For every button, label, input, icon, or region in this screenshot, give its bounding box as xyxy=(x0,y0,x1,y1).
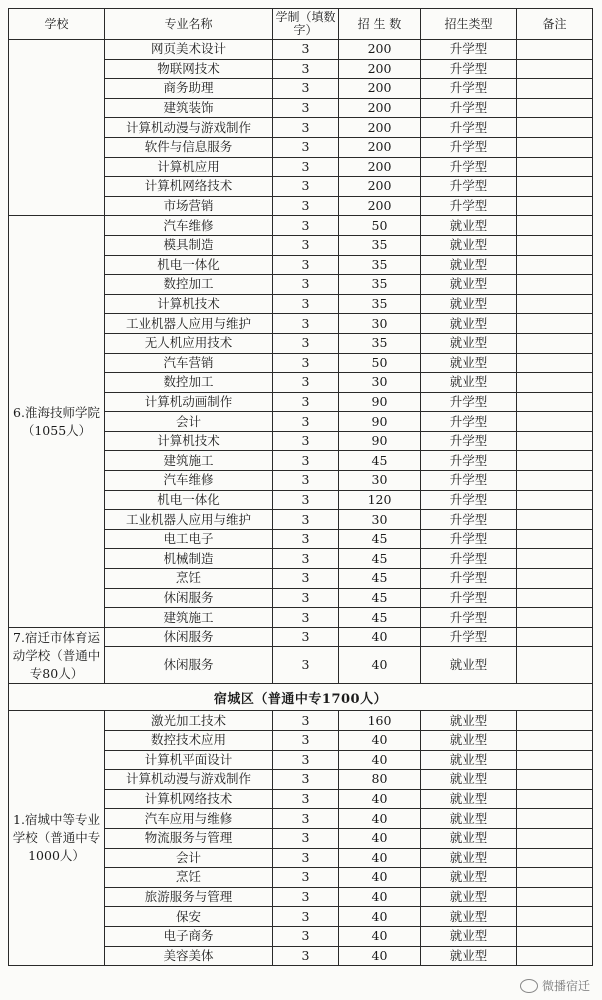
notes-cell xyxy=(517,333,593,353)
type-cell: 就业型 xyxy=(421,946,517,966)
type-cell: 就业型 xyxy=(421,926,517,946)
type-cell: 升学型 xyxy=(421,588,517,608)
duration-cell: 3 xyxy=(273,392,339,412)
enrollment-cell: 40 xyxy=(339,627,421,647)
notes-cell xyxy=(517,314,593,334)
major-cell: 汽车营销 xyxy=(105,353,273,373)
major-cell: 物流服务与管理 xyxy=(105,828,273,848)
notes-cell xyxy=(517,431,593,451)
enrollment-cell: 200 xyxy=(339,177,421,197)
duration-cell: 3 xyxy=(273,333,339,353)
duration-cell: 3 xyxy=(273,235,339,255)
duration-cell: 3 xyxy=(273,294,339,314)
district-title: 宿城区（普通中专1700人） xyxy=(9,684,593,711)
type-cell: 升学型 xyxy=(421,157,517,177)
notes-cell xyxy=(517,98,593,118)
duration-cell: 3 xyxy=(273,770,339,790)
major-cell: 休闲服务 xyxy=(105,588,273,608)
duration-cell: 3 xyxy=(273,353,339,373)
notes-cell xyxy=(517,549,593,569)
header-row xyxy=(9,9,593,40)
watermark xyxy=(520,977,590,994)
notes-cell xyxy=(517,392,593,412)
notes-cell xyxy=(517,216,593,236)
notes-cell xyxy=(517,770,593,790)
notes-cell xyxy=(517,627,593,647)
enrollment-cell: 45 xyxy=(339,608,421,628)
type-cell: 升学型 xyxy=(421,177,517,197)
type-cell: 升学型 xyxy=(421,451,517,471)
enrollment-cell: 45 xyxy=(339,549,421,569)
major-cell: 会计 xyxy=(105,412,273,432)
enrollment-cell: 200 xyxy=(339,157,421,177)
table-row xyxy=(9,627,593,647)
notes-cell xyxy=(517,255,593,275)
enrollment-cell: 40 xyxy=(339,868,421,888)
duration-cell: 3 xyxy=(273,731,339,751)
enrollment-cell: 40 xyxy=(339,809,421,829)
type-cell: 就业型 xyxy=(421,809,517,829)
notes-cell xyxy=(517,711,593,731)
type-cell: 升学型 xyxy=(421,196,517,216)
type-cell: 就业型 xyxy=(421,235,517,255)
type-cell: 升学型 xyxy=(421,569,517,589)
notes-cell xyxy=(517,275,593,295)
enrollment-cell: 90 xyxy=(339,392,421,412)
school-cell xyxy=(9,40,105,216)
duration-cell: 3 xyxy=(273,588,339,608)
duration-cell: 3 xyxy=(273,828,339,848)
duration-cell: 3 xyxy=(273,868,339,888)
duration-cell: 3 xyxy=(273,196,339,216)
major-cell: 计算机技术 xyxy=(105,431,273,451)
major-cell: 工业机器人应用与维护 xyxy=(105,314,273,334)
major-cell: 计算机网络技术 xyxy=(105,789,273,809)
duration-cell: 3 xyxy=(273,59,339,79)
type-cell: 升学型 xyxy=(421,412,517,432)
duration-cell: 3 xyxy=(273,137,339,157)
major-cell: 无人机应用技术 xyxy=(105,333,273,353)
enrollment-cell: 40 xyxy=(339,848,421,868)
enrollment-cell: 40 xyxy=(339,828,421,848)
notes-cell xyxy=(517,412,593,432)
table-row xyxy=(9,711,593,731)
notes-cell xyxy=(517,828,593,848)
major-cell: 计算机平面设计 xyxy=(105,750,273,770)
notes-cell xyxy=(517,731,593,751)
type-cell: 升学型 xyxy=(421,471,517,491)
type-cell: 升学型 xyxy=(421,608,517,628)
duration-cell: 3 xyxy=(273,549,339,569)
major-cell: 数控技术应用 xyxy=(105,731,273,751)
duration-cell: 3 xyxy=(273,431,339,451)
enrollment-cell: 200 xyxy=(339,196,421,216)
type-cell: 升学型 xyxy=(421,137,517,157)
notes-cell xyxy=(517,569,593,589)
duration-cell: 3 xyxy=(273,412,339,432)
major-cell: 电子商务 xyxy=(105,926,273,946)
major-cell: 计算机应用 xyxy=(105,157,273,177)
type-cell: 升学型 xyxy=(421,79,517,99)
enrollment-cell: 45 xyxy=(339,529,421,549)
duration-cell: 3 xyxy=(273,98,339,118)
major-cell: 汽车应用与维修 xyxy=(105,809,273,829)
duration-cell: 3 xyxy=(273,275,339,295)
major-cell: 建筑施工 xyxy=(105,451,273,471)
school-cell: 6.淮海技师学院（1055人） xyxy=(9,216,105,627)
duration-cell: 3 xyxy=(273,848,339,868)
enrollment-cell: 40 xyxy=(339,647,421,684)
major-cell: 软件与信息服务 xyxy=(105,137,273,157)
major-cell: 网页美术设计 xyxy=(105,40,273,60)
duration-cell: 3 xyxy=(273,647,339,684)
type-cell: 就业型 xyxy=(421,275,517,295)
type-cell: 升学型 xyxy=(421,549,517,569)
major-cell: 烹饪 xyxy=(105,868,273,888)
notes-cell xyxy=(517,946,593,966)
major-cell: 计算机动画制作 xyxy=(105,392,273,412)
major-cell: 电工电子 xyxy=(105,529,273,549)
enrollment-cell: 200 xyxy=(339,79,421,99)
duration-cell: 3 xyxy=(273,79,339,99)
major-cell: 建筑装饰 xyxy=(105,98,273,118)
enrollment-cell: 90 xyxy=(339,431,421,451)
duration-cell: 3 xyxy=(273,789,339,809)
enrollment-cell: 35 xyxy=(339,255,421,275)
major-cell: 汽车维修 xyxy=(105,471,273,491)
enrollment-cell: 45 xyxy=(339,588,421,608)
major-cell: 会计 xyxy=(105,848,273,868)
notes-cell xyxy=(517,907,593,927)
duration-cell: 3 xyxy=(273,750,339,770)
type-cell: 就业型 xyxy=(421,373,517,393)
major-cell: 旅游服务与管理 xyxy=(105,887,273,907)
major-cell: 美容美体 xyxy=(105,946,273,966)
major-cell: 计算机网络技术 xyxy=(105,177,273,197)
duration-cell: 3 xyxy=(273,946,339,966)
major-cell: 计算机动漫与游戏制作 xyxy=(105,770,273,790)
notes-cell xyxy=(517,588,593,608)
enrollment-cell: 90 xyxy=(339,412,421,432)
enrollment-cell: 40 xyxy=(339,907,421,927)
enrollment-cell: 40 xyxy=(339,789,421,809)
enrollment-cell: 160 xyxy=(339,711,421,731)
enrollment-cell: 35 xyxy=(339,235,421,255)
duration-cell: 3 xyxy=(273,314,339,334)
duration-cell: 3 xyxy=(273,926,339,946)
type-cell: 就业型 xyxy=(421,750,517,770)
major-cell: 商务助理 xyxy=(105,79,273,99)
duration-cell: 3 xyxy=(273,887,339,907)
type-cell: 升学型 xyxy=(421,118,517,138)
type-cell: 就业型 xyxy=(421,789,517,809)
notes-cell xyxy=(517,926,593,946)
enrollment-cell: 30 xyxy=(339,510,421,530)
major-cell: 模具制造 xyxy=(105,235,273,255)
major-cell: 物联网技术 xyxy=(105,59,273,79)
duration-cell: 3 xyxy=(273,471,339,491)
header-type: 招生类型 xyxy=(421,9,517,40)
type-cell: 升学型 xyxy=(421,40,517,60)
major-cell: 工业机器人应用与维护 xyxy=(105,510,273,530)
major-cell: 机电一体化 xyxy=(105,490,273,510)
enrollment-cell: 30 xyxy=(339,471,421,491)
enrollment-cell: 45 xyxy=(339,451,421,471)
header-enrollment: 招 生 数 xyxy=(339,9,421,40)
type-cell: 就业型 xyxy=(421,314,517,334)
duration-cell: 3 xyxy=(273,216,339,236)
enrollment-cell: 40 xyxy=(339,946,421,966)
enrollment-cell: 200 xyxy=(339,118,421,138)
major-cell: 激光加工技术 xyxy=(105,711,273,731)
type-cell: 就业型 xyxy=(421,353,517,373)
notes-cell xyxy=(517,40,593,60)
duration-cell: 3 xyxy=(273,907,339,927)
duration-cell: 3 xyxy=(273,451,339,471)
enrollment-cell: 40 xyxy=(339,926,421,946)
enrollment-cell: 200 xyxy=(339,137,421,157)
notes-cell xyxy=(517,353,593,373)
notes-cell xyxy=(517,809,593,829)
enrollment-cell: 200 xyxy=(339,40,421,60)
notes-cell xyxy=(517,157,593,177)
notes-cell xyxy=(517,868,593,888)
duration-cell: 3 xyxy=(273,627,339,647)
major-cell: 汽车维修 xyxy=(105,216,273,236)
header-notes: 备注 xyxy=(517,9,593,40)
major-cell: 建筑施工 xyxy=(105,608,273,628)
duration-cell: 3 xyxy=(273,490,339,510)
enrollment-cell: 30 xyxy=(339,314,421,334)
enrollment-cell: 35 xyxy=(339,333,421,353)
type-cell: 升学型 xyxy=(421,98,517,118)
type-cell: 就业型 xyxy=(421,887,517,907)
enrollment-cell: 30 xyxy=(339,373,421,393)
major-cell: 计算机技术 xyxy=(105,294,273,314)
type-cell: 就业型 xyxy=(421,255,517,275)
enrollment-cell: 40 xyxy=(339,887,421,907)
enrollment-cell: 45 xyxy=(339,569,421,589)
major-cell: 烹饪 xyxy=(105,569,273,589)
type-cell: 就业型 xyxy=(421,907,517,927)
enrollment-cell: 80 xyxy=(339,770,421,790)
type-cell: 就业型 xyxy=(421,333,517,353)
type-cell: 就业型 xyxy=(421,216,517,236)
enrollment-cell: 50 xyxy=(339,353,421,373)
duration-cell: 3 xyxy=(273,510,339,530)
notes-cell xyxy=(517,608,593,628)
enrollment-cell: 50 xyxy=(339,216,421,236)
table-row xyxy=(9,40,593,60)
type-cell: 就业型 xyxy=(421,868,517,888)
notes-cell xyxy=(517,137,593,157)
duration-cell: 3 xyxy=(273,809,339,829)
duration-cell: 3 xyxy=(273,569,339,589)
duration-cell: 3 xyxy=(273,373,339,393)
type-cell: 就业型 xyxy=(421,828,517,848)
duration-cell: 3 xyxy=(273,157,339,177)
notes-cell xyxy=(517,647,593,684)
type-cell: 升学型 xyxy=(421,510,517,530)
notes-cell xyxy=(517,750,593,770)
duration-cell: 3 xyxy=(273,177,339,197)
duration-cell: 3 xyxy=(273,255,339,275)
notes-cell xyxy=(517,510,593,530)
duration-cell: 3 xyxy=(273,608,339,628)
header-major: 专业名称 xyxy=(105,9,273,40)
notes-cell xyxy=(517,529,593,549)
notes-cell xyxy=(517,235,593,255)
type-cell: 升学型 xyxy=(421,529,517,549)
type-cell: 升学型 xyxy=(421,59,517,79)
notes-cell xyxy=(517,451,593,471)
school-cell: 1.宿城中等专业学校（普通中专1000人） xyxy=(9,711,105,966)
enrollment-cell: 40 xyxy=(339,731,421,751)
major-cell: 机械制造 xyxy=(105,549,273,569)
major-cell: 保安 xyxy=(105,907,273,927)
duration-cell: 3 xyxy=(273,529,339,549)
major-cell: 休闲服务 xyxy=(105,647,273,684)
notes-cell xyxy=(517,471,593,491)
table-row xyxy=(9,216,593,236)
watermark-text: 微播宿迁 xyxy=(541,979,590,993)
notes-cell xyxy=(517,373,593,393)
notes-cell xyxy=(517,294,593,314)
notes-cell xyxy=(517,59,593,79)
duration-cell: 3 xyxy=(273,711,339,731)
enrollment-cell: 35 xyxy=(339,294,421,314)
notes-cell xyxy=(517,79,593,99)
enrollment-cell: 35 xyxy=(339,275,421,295)
type-cell: 升学型 xyxy=(421,431,517,451)
major-cell: 计算机动漫与游戏制作 xyxy=(105,118,273,138)
notes-cell xyxy=(517,118,593,138)
header-duration: 学制（填数字） xyxy=(273,9,339,40)
wechat-icon xyxy=(520,979,538,993)
duration-cell: 3 xyxy=(273,118,339,138)
header-school: 学校 xyxy=(9,9,105,40)
notes-cell xyxy=(517,848,593,868)
type-cell: 升学型 xyxy=(421,392,517,412)
enrollment-cell: 40 xyxy=(339,750,421,770)
major-cell: 数控加工 xyxy=(105,373,273,393)
type-cell: 就业型 xyxy=(421,294,517,314)
duration-cell: 3 xyxy=(273,40,339,60)
major-cell: 数控加工 xyxy=(105,275,273,295)
type-cell: 就业型 xyxy=(421,731,517,751)
type-cell: 就业型 xyxy=(421,848,517,868)
notes-cell xyxy=(517,196,593,216)
type-cell: 升学型 xyxy=(421,627,517,647)
enrollment-cell: 200 xyxy=(339,59,421,79)
type-cell: 就业型 xyxy=(421,711,517,731)
notes-cell xyxy=(517,887,593,907)
major-cell: 休闲服务 xyxy=(105,627,273,647)
school-cell: 7.宿迁市体育运动学校（普通中专80人） xyxy=(9,627,105,684)
notes-cell xyxy=(517,490,593,510)
admissions-table xyxy=(8,8,593,966)
type-cell: 升学型 xyxy=(421,490,517,510)
notes-cell xyxy=(517,789,593,809)
major-cell: 机电一体化 xyxy=(105,255,273,275)
enrollment-cell: 200 xyxy=(339,98,421,118)
enrollment-cell: 120 xyxy=(339,490,421,510)
major-cell: 市场营销 xyxy=(105,196,273,216)
district-row xyxy=(9,684,593,711)
type-cell: 就业型 xyxy=(421,770,517,790)
type-cell: 就业型 xyxy=(421,647,517,684)
notes-cell xyxy=(517,177,593,197)
